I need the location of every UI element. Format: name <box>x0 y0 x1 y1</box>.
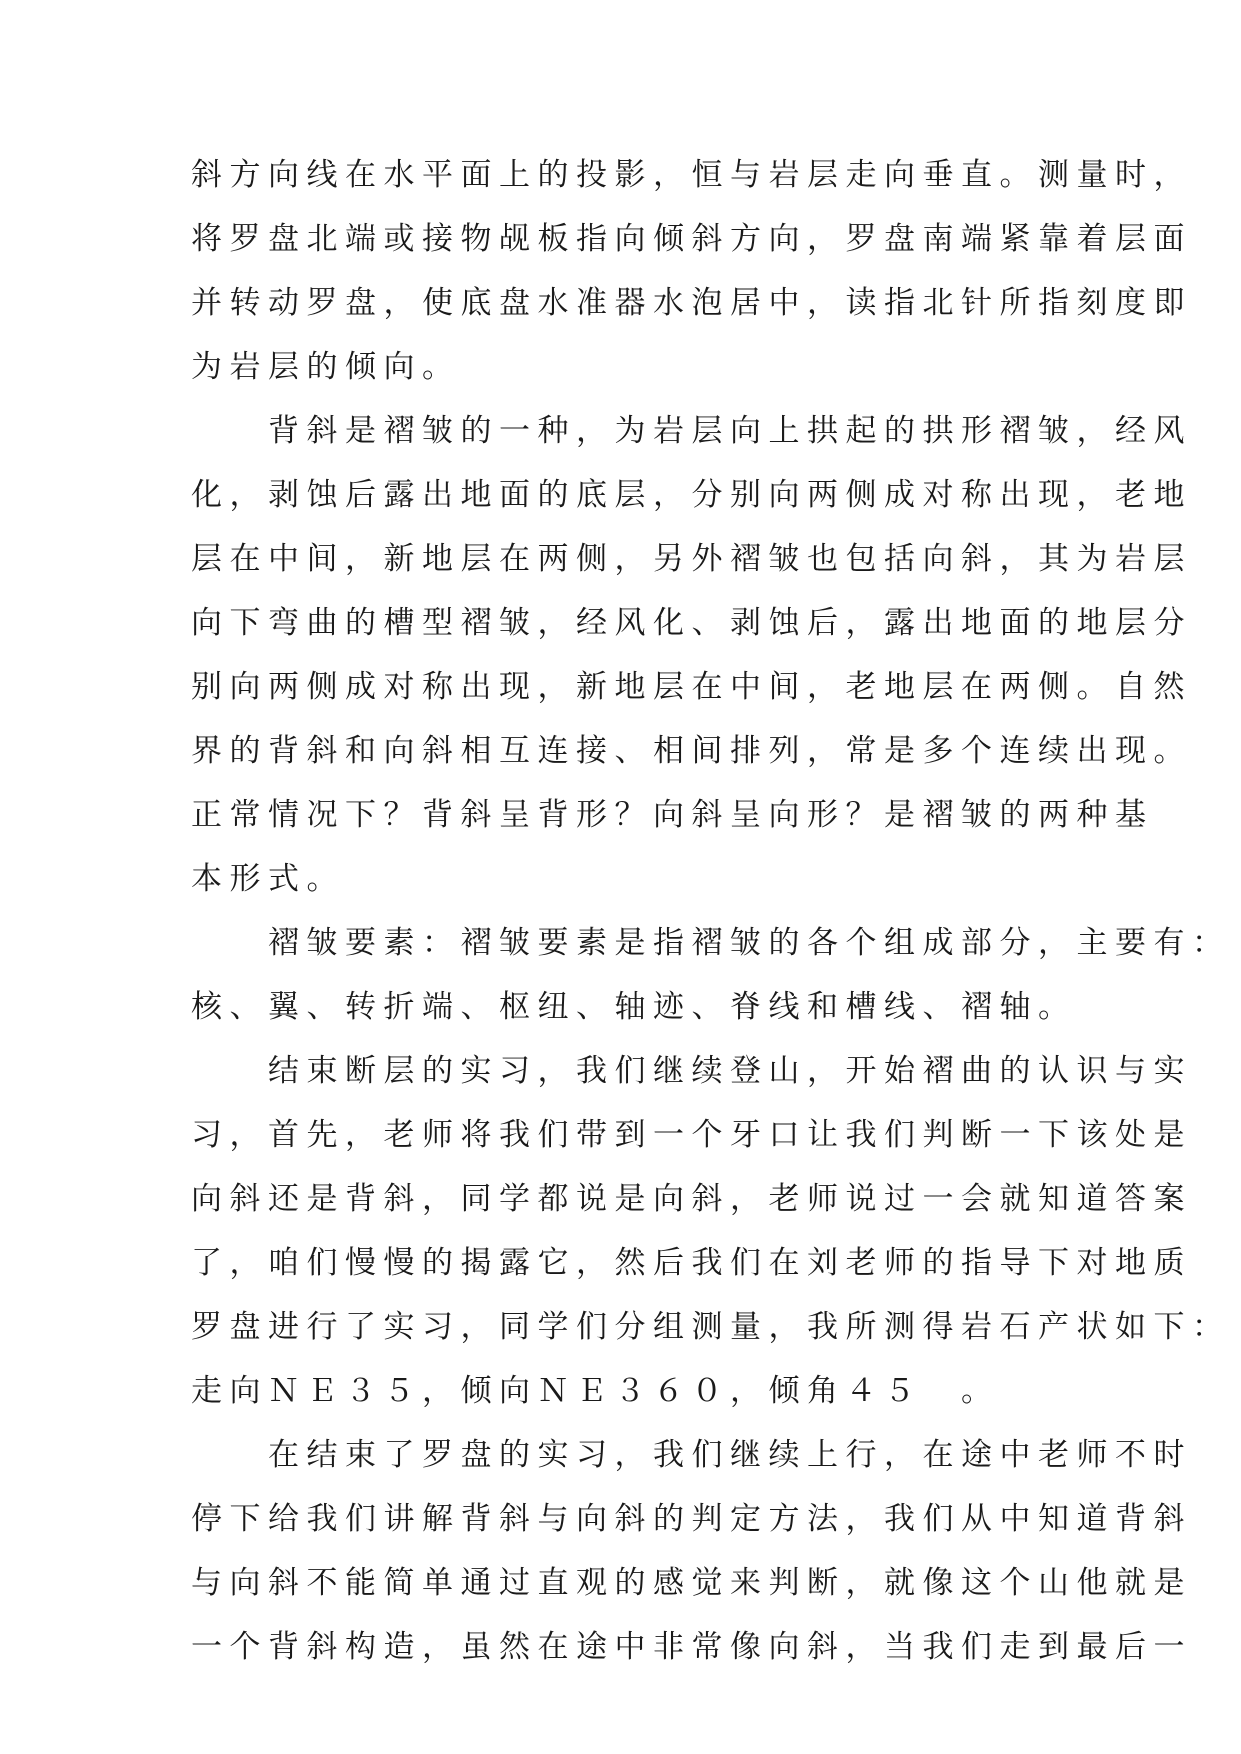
text-line: 层在中间，新地层在两侧，另外褶皱也包括向斜，其为岩层 <box>191 541 1192 577</box>
text-line: 别向两侧成对称出现，新地层在中间，老地层在两侧。自然 <box>191 669 1192 705</box>
text-line: 褶皱要素：褶皱要素是指褶皱的各个组成部分，主要有： <box>191 925 1231 961</box>
text-line: 走向ＮＥ３５，倾向ＮＥ３６０，倾角４５ 。 <box>191 1373 1000 1409</box>
text-line: 停下给我们讲解背斜与向斜的判定方法，我们从中知道背斜 <box>191 1501 1192 1537</box>
text-line: 将罗盘北端或接物觇板指向倾斜方向，罗盘南端紧靠着层面 <box>191 221 1192 257</box>
text-line: 向斜还是背斜，同学都说是向斜，老师说过一会就知道答案 <box>191 1181 1192 1217</box>
text-line: 结束断层的实习，我们继续登山，开始褶曲的认识与实 <box>191 1053 1192 1089</box>
body-text <box>191 157 1231 1696</box>
text-line: 了，咱们慢慢的揭露它，然后我们在刘老师的指导下对地质 <box>191 1245 1192 1281</box>
text-line: 向下弯曲的槽型褶皱，经风化、剥蚀后，露出地面的地层分 <box>191 605 1192 641</box>
text-line: 在结束了罗盘的实习，我们继续上行，在途中老师不时 <box>191 1437 1192 1473</box>
text-line: 习，首先，老师将我们带到一个牙口让我们判断一下该处是 <box>191 1117 1192 1153</box>
text-line: 正常情况下？背斜呈背形？向斜呈向形？是褶皱的两种基 <box>191 797 1154 833</box>
text-line: 罗盘进行了实习，同学们分组测量，我所测得岩石产状如下： <box>191 1309 1231 1345</box>
text-line: 一个背斜构造，虽然在途中非常像向斜，当我们走到最后一 <box>191 1629 1192 1665</box>
text-line: 界的背斜和向斜相互连接、相间排列，常是多个连续出现。 <box>191 733 1192 769</box>
text-line: 斜方向线在水平面上的投影，恒与岩层走向垂直。测量时， <box>191 157 1192 193</box>
text-line: 本形式。 <box>191 861 345 897</box>
text-line: 核、翼、转折端、枢纽、轴迹、脊线和槽线、褶轴。 <box>191 989 1077 1025</box>
text-line: 并转动罗盘，使底盘水准器水泡居中，读指北针所指刻度即 <box>191 285 1192 321</box>
text-line: 与向斜不能简单通过直观的感觉来判断，就像这个山他就是 <box>191 1565 1192 1601</box>
text-line: 为岩层的倾向。 <box>191 349 461 385</box>
text-line: 背斜是褶皱的一种，为岩层向上拱起的拱形褶皱，经风 <box>191 413 1192 449</box>
text-line: 化，剥蚀后露出地面的底层，分别向两侧成对称出现，老地 <box>191 477 1192 513</box>
